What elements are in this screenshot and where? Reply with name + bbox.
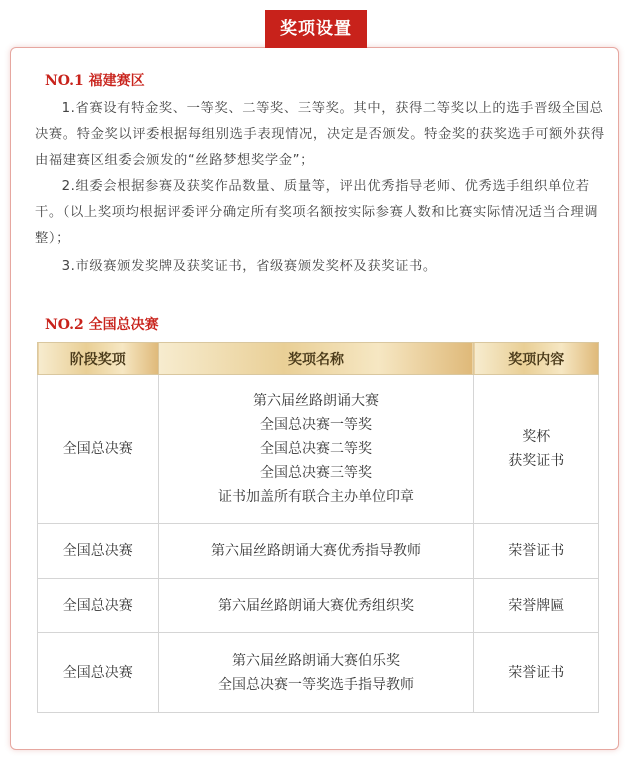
content-card [10, 47, 619, 750]
paragraph-3: 3.市级赛颁发奖牌及获奖证书，省级赛颁发奖杯及获奖证书。 [61, 259, 437, 274]
award-content-line: 奖杯 [522, 429, 551, 445]
award-name-line: 第六届丝路朗诵大赛伯乐奖 [231, 652, 400, 669]
table-header-row [38, 343, 599, 375]
award-name-line: 全国总决赛二等奖 [259, 441, 372, 457]
table-row [38, 375, 599, 524]
header-award-content: 奖项内容 [474, 343, 599, 375]
award-name-line: 全国总决赛三等奖 [259, 465, 372, 481]
award-name-line: 证书加盖所有联合主办单位印章 [217, 489, 414, 505]
table-row [38, 633, 599, 713]
award-content-line: 获奖证书 [508, 453, 565, 469]
table-row [38, 579, 599, 633]
header-stage: 阶段奖项 [38, 343, 159, 375]
section-title-national: NO.2 全国总决赛 [45, 317, 159, 333]
cell-award-content [474, 524, 599, 579]
cell-award-name [158, 375, 474, 524]
header-award-name: 奖项名称 [158, 343, 474, 375]
page-title-wrap [0, 10, 632, 48]
cell-stage: 全国总决赛 [38, 579, 159, 633]
cell-stage: 全国总决赛 [38, 375, 159, 524]
cell-stage: 全国总决赛 [38, 524, 159, 579]
award-name-line: 第六届丝路朗诵大赛 [252, 393, 379, 409]
award-name-line: 第六届丝路朗诵大赛优秀组织奖 [217, 597, 414, 614]
award-content-line: 荣誉证书 [508, 664, 565, 681]
paragraph-2: 2.组委会根据参赛及获奖作品数量、质量等，评出优秀指导老师、优秀选手组织单位若干。（以上奖项均根据评委评分确定所有奖项名额按实际参赛人数和比赛实际情况适当合理调整）； [35, 179, 599, 246]
table-row [38, 524, 599, 579]
award-content-line: 荣誉牌匾 [508, 597, 565, 614]
award-content-line: 荣誉证书 [508, 543, 565, 559]
page-title: 奖项设置 [265, 10, 367, 48]
award-name-line: 第六届丝路朗诵大赛优秀指导教师 [210, 543, 421, 559]
cell-award-name [158, 524, 474, 579]
section-title-fujian: NO.1 福建赛区 [45, 73, 145, 89]
cell-award-content [474, 375, 599, 524]
awards-table [37, 342, 599, 713]
award-name-line: 全国总决赛一等奖 [259, 417, 372, 433]
cell-award-name [158, 633, 474, 713]
cell-award-name [158, 579, 474, 633]
paragraph-1: 1.省赛设有特金奖、一等奖、二等奖、三等奖。其中，获得二等奖以上的选手晋级全国总决赛。特金奖以评委根据每组别选手表现情况，决定是否颁发。特金奖的获奖选手可额外获得由福建赛区组委会颁发的“丝路梦想奖学金”； [35, 101, 605, 168]
cell-award-content [474, 579, 599, 633]
cell-stage: 全国总决赛 [38, 633, 159, 713]
cell-award-content [474, 633, 599, 713]
award-name-line: 全国总决赛一等奖选手指导教师 [217, 676, 414, 693]
